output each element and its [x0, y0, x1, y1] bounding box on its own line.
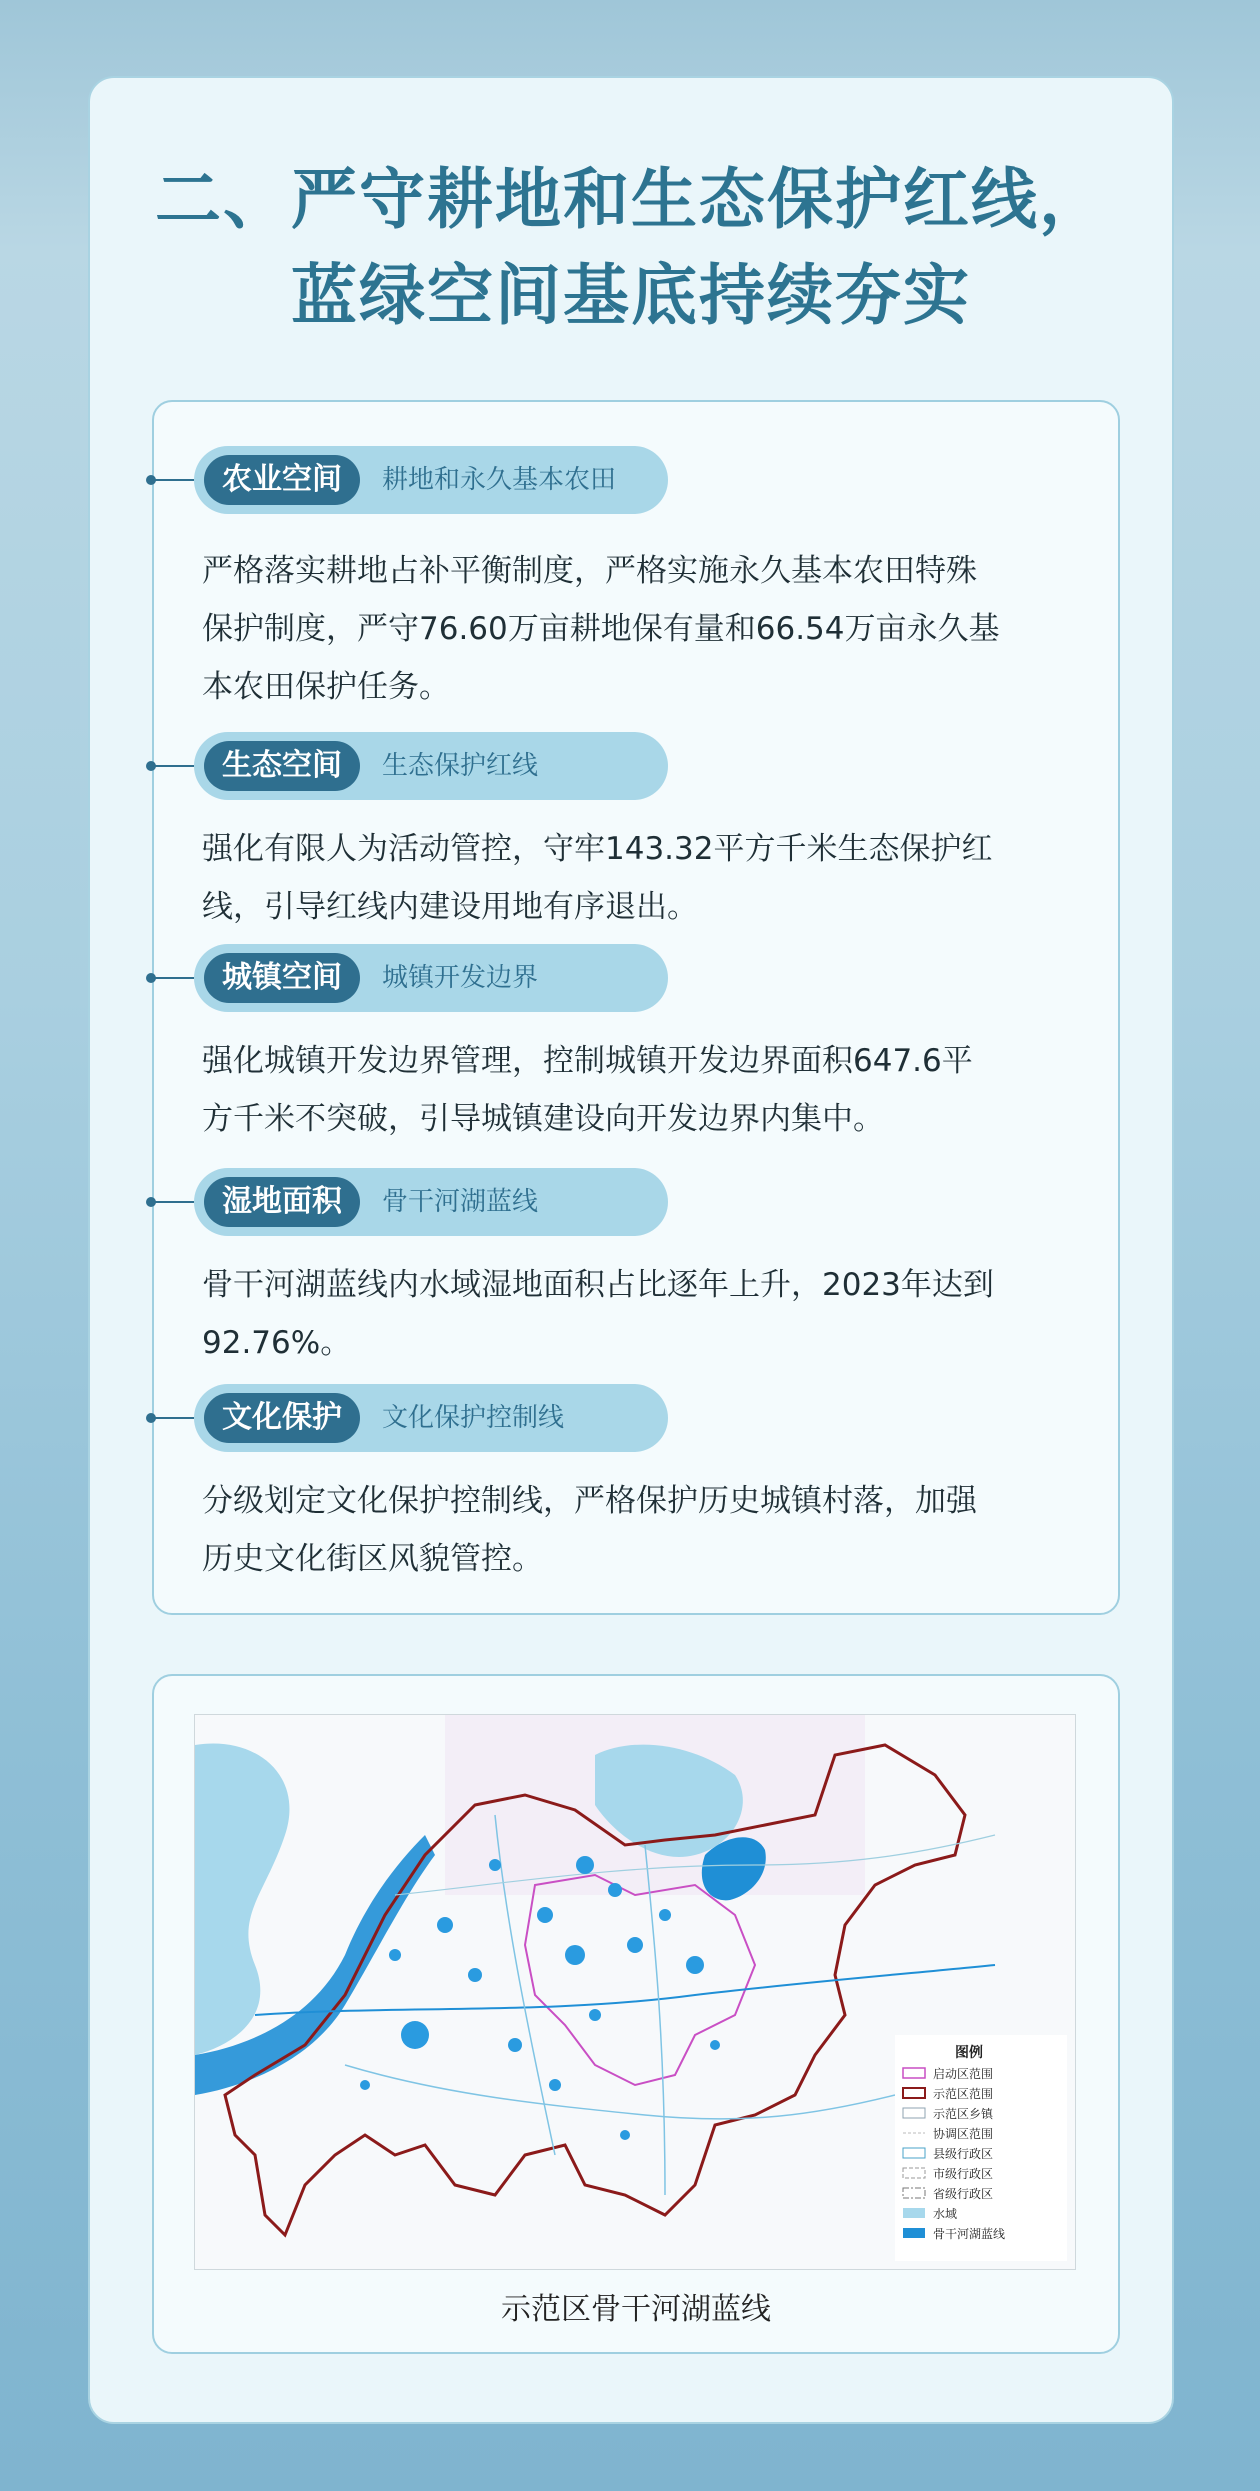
section-tag-label: 农业空间 [204, 455, 360, 505]
section-tag-label: 湿地面积 [204, 1177, 360, 1227]
connector-line [150, 1417, 194, 1419]
section-body [202, 542, 1082, 716]
connector-line [150, 977, 194, 979]
section-tag-label: 文化保护 [204, 1393, 360, 1443]
blue-line-map [194, 1714, 1076, 2270]
body-line: 骨干河湖蓝线内水域湿地面积占比逐年上升，2023年达到 [202, 1267, 994, 1303]
section-body [202, 1032, 1082, 1148]
section-tag-subtitle: 骨干河湖蓝线 [382, 1187, 539, 1217]
body-line: 强化有限人为活动管控，守牢143.32平方千米生态保护红 [202, 831, 993, 867]
connector-line [150, 1201, 194, 1203]
title-line-2: 蓝绿空间基底持续夯实 [291, 257, 971, 334]
connector-line [150, 765, 194, 767]
section-tag [194, 1168, 668, 1236]
map-panel [152, 1674, 1120, 2354]
legend-item: 市级行政区 [933, 2167, 994, 2181]
section-body [202, 1472, 1082, 1588]
section-tag [194, 446, 668, 514]
connector-line [150, 479, 194, 481]
body-line: 历史文化街区风貌管控。 [202, 1541, 543, 1577]
map-legend [895, 2035, 1067, 2261]
section-tag-subtitle: 耕地和永久基本农田 [382, 465, 617, 495]
legend-item: 省级行政区 [933, 2187, 994, 2201]
body-line: 线，引导红线内建设用地有序退出。 [202, 889, 698, 925]
section-body [202, 820, 1082, 936]
body-line: 本农田保护任务。 [202, 669, 450, 705]
body-line: 强化城镇开发边界管理，控制城镇开发边界面积647.6平 [202, 1043, 973, 1079]
section-tag-label: 城镇空间 [204, 953, 360, 1003]
legend-swatch [903, 2228, 925, 2238]
legend-swatch [903, 2208, 925, 2218]
section-tag [194, 944, 668, 1012]
content-card [88, 76, 1174, 2424]
sections-panel [152, 400, 1120, 1615]
map-caption: 示范区骨干河湖蓝线 [501, 2292, 771, 2327]
legend-item: 骨干河湖蓝线 [933, 2227, 1006, 2241]
body-line: 严格落实耕地占补平衡制度，严格实施永久基本农田特殊 [202, 553, 977, 589]
legend-item: 协调区范围 [933, 2127, 994, 2141]
section-tag [194, 1384, 668, 1452]
legend-item: 水域 [933, 2207, 958, 2221]
section-body [202, 1256, 1082, 1372]
section-tag-subtitle: 生态保护红线 [382, 751, 539, 781]
section-tag-subtitle: 城镇开发边界 [382, 963, 539, 993]
legend-item: 示范区范围 [933, 2087, 994, 2101]
page-title [90, 152, 1172, 344]
title-line-1: 二、严守耕地和生态保护红线， [155, 161, 1107, 238]
legend-item: 示范区乡镇 [933, 2107, 994, 2121]
body-line: 分级划定文化保护控制线，严格保护历史城镇村落，加强 [202, 1483, 977, 1519]
section-tag-subtitle: 文化保护控制线 [382, 1403, 565, 1433]
section-tag [194, 732, 668, 800]
map-svg [195, 1715, 1075, 2269]
legend-item: 县级行政区 [933, 2147, 994, 2161]
legend-title: 图例 [955, 2045, 983, 2061]
body-line: 保护制度，严守76.60万亩耕地保有量和66.54万亩永久基 [202, 611, 1000, 647]
legend-item: 启动区范围 [933, 2067, 994, 2081]
section-tag-label: 生态空间 [204, 741, 360, 791]
body-line: 92.76%。 [202, 1325, 352, 1361]
body-line: 方千米不突破，引导城镇建设向开发边界内集中。 [202, 1101, 884, 1137]
